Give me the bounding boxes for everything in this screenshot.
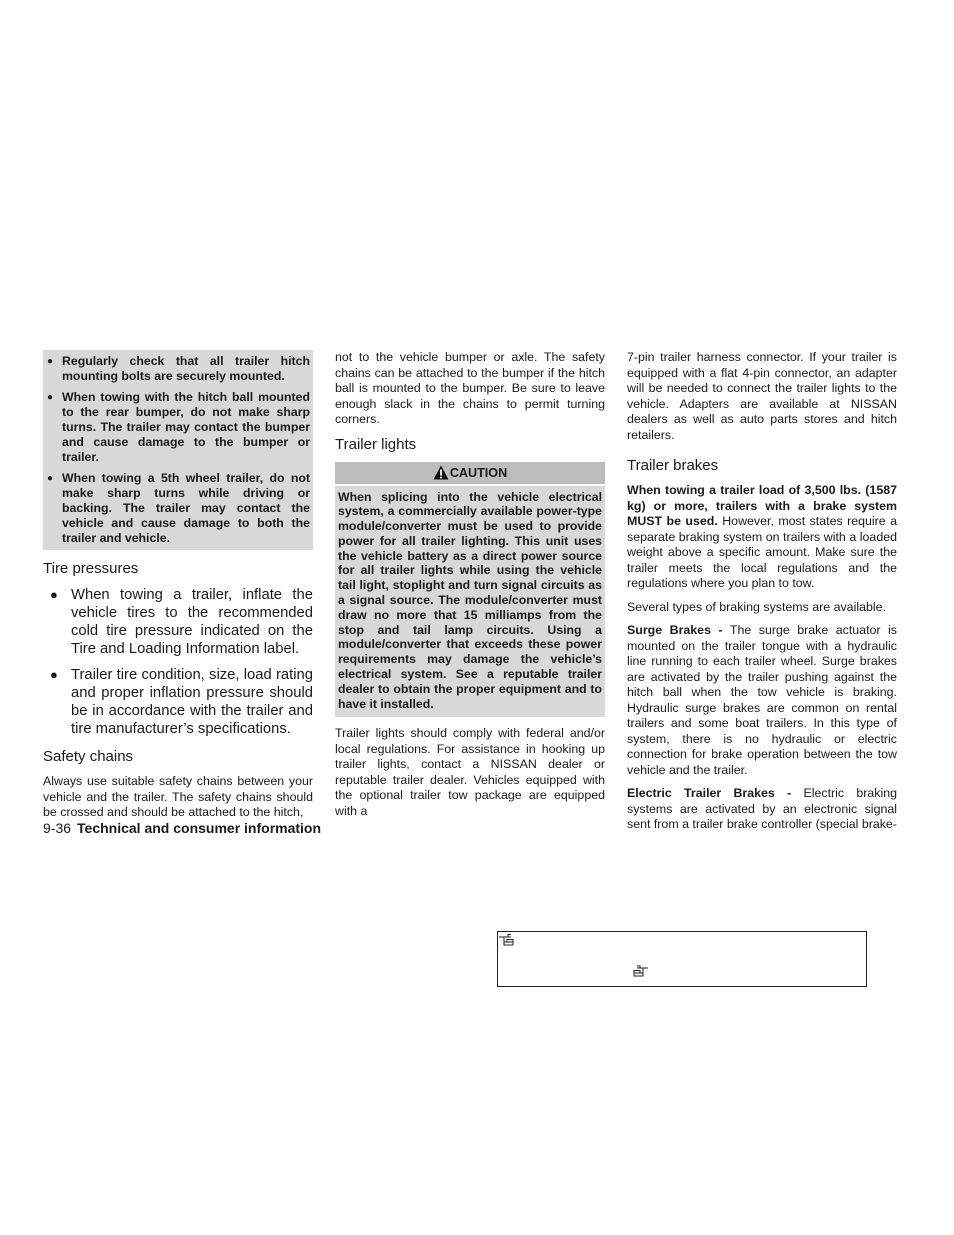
trailer-brakes-heading: Trailer brakes xyxy=(627,457,719,474)
note-box xyxy=(497,931,867,987)
safety-chains-heading: Safety chains xyxy=(43,748,134,765)
column-left xyxy=(43,350,313,829)
column-middle xyxy=(335,350,605,827)
column-right xyxy=(627,350,897,841)
pointing-hand-icon xyxy=(629,965,649,977)
trailer-lights-continued: 7-pin trailer harness connector. If your trailer is equipped with a flat 4-pin connector, an adapter will be needed to connect the trailer lights to the vehicle. Adapters are available at NISSAN dealers as well as auto parts stores and hitch retailers. xyxy=(627,350,897,442)
page-footer xyxy=(43,820,321,836)
bullet-icon: ● xyxy=(50,667,58,682)
bullet-icon: ● xyxy=(47,392,54,403)
electric-brakes-label: Electric Trailer Brakes - xyxy=(627,786,792,800)
surge-brakes-label: Surge Brakes - xyxy=(627,623,723,637)
list-item: ● Trailer tire condition, size, load rating and proper inflation pressure should be in accordance with the trailer and tire manufacturer’s specifications. xyxy=(50,667,313,737)
pointing-hand-icon xyxy=(498,933,520,947)
trailer-brakes-text: When towing a trailer load of 3,500 lbs. (1587 kg) or more, trailers with a brake system MUST be used. However, most states require a separate braking system on trailers with a loaded weight above a specific amount. Make sure the trailer meets the local regulations and the regulations where you plan to tow. xyxy=(627,483,897,590)
trailer-lights-heading: Trailer lights xyxy=(335,435,417,453)
warning-item: ● When towing with the hitch ball mounted to the rear bumper, do not make sharp turns. The trailer may contact the bumper and cause damage to the bumper or trailer. xyxy=(47,390,310,464)
surge-brakes-text: Surge Brakes - The surge brake actuator is mounted on the trailer tongue with a hydraulic line running to each trailer wheel. Surge brakes are activated by the trailer pushing against the hitch ball when the tow vehicle is braking. Hydraulic surge brakes are common on rental trailers and some boat trailers. In this type of system, there is no hydraulic or electric connection for brake operation between the tow vehicle and the trailer. xyxy=(627,623,897,777)
page-number: 9-36 xyxy=(43,820,72,836)
safety-chains-continued: not to the vehicle bumper or axle. The safety chains can be attached to the bumper if the hitch ball is mounted to the bumper. Be sure to leave enough slack in the chains to permit turning corners. xyxy=(335,350,605,426)
caution-label: CAUTION xyxy=(449,465,508,480)
tire-list xyxy=(43,586,313,738)
warning-item: ● Regularly check that all trailer hitch mounting bolts are securely mounted. xyxy=(47,354,310,383)
warning-item: ● When towing a 5th wheel trailer, do not make sharp turns while driving or backing. The trailer may contact the vehicle and cause damage to both the trailer and vehicle. xyxy=(47,471,310,545)
caution-box xyxy=(335,462,605,718)
tire-pressures-heading: Tire pressures xyxy=(43,560,139,577)
brakes-bold-text: When towing a trailer load of 3,500 lbs. (1587 kg) or more, trailers with a brake system MUST be used. xyxy=(627,483,897,528)
electric-brakes-text: Electric Trailer Brakes - Electric braking systems are activated by an electronic signal sent from a trailer brake controller (special brake- xyxy=(627,786,897,831)
warning-box xyxy=(43,350,313,550)
caution-header xyxy=(335,462,605,486)
bullet-icon: ● xyxy=(47,356,54,367)
braking-types-text: Several types of braking systems are available. xyxy=(627,599,886,614)
caution-text: When splicing into the vehicle electrical system, a commercially available power-type module/converter must be used to provide power for all trailer lighting. This unit uses the vehicle battery as a direct power source for all trailer lights while using the vehicle tail light, stoplight and turn signal circuits as a signal source. The module/converter must draw no more that 15 milliamps from the stop and tail lamp circuits. Using a module/converter that exceeds these power requirements may damage the vehicle’s electrical system. See a reputable trailer dealer to obtain the proper equipment and to have it installed. xyxy=(338,489,602,711)
section-title: Technical and consumer information xyxy=(77,820,322,836)
warning-triangle-icon xyxy=(433,465,449,480)
bullet-icon: ● xyxy=(47,473,54,484)
trailer-lights-text: Trailer lights should comply with federal and/or local regulations. For assistance in hooking up trailer lights, contact a NISSAN dealer or reputable trailer dealer. Vehicles equipped with the optional trailer tow package are equipped with a xyxy=(335,726,605,818)
list-item: ● When towing a trailer, inflate the vehicle tires to the recommended cold tire pressure indicated on the Tire and Loading Information label. xyxy=(50,587,313,657)
safety-chains-text: Always use suitable safety chains between your vehicle and the trailer. The safety chains should be crossed and should be attached to the hitch, xyxy=(43,774,313,819)
bullet-icon: ● xyxy=(50,587,58,602)
